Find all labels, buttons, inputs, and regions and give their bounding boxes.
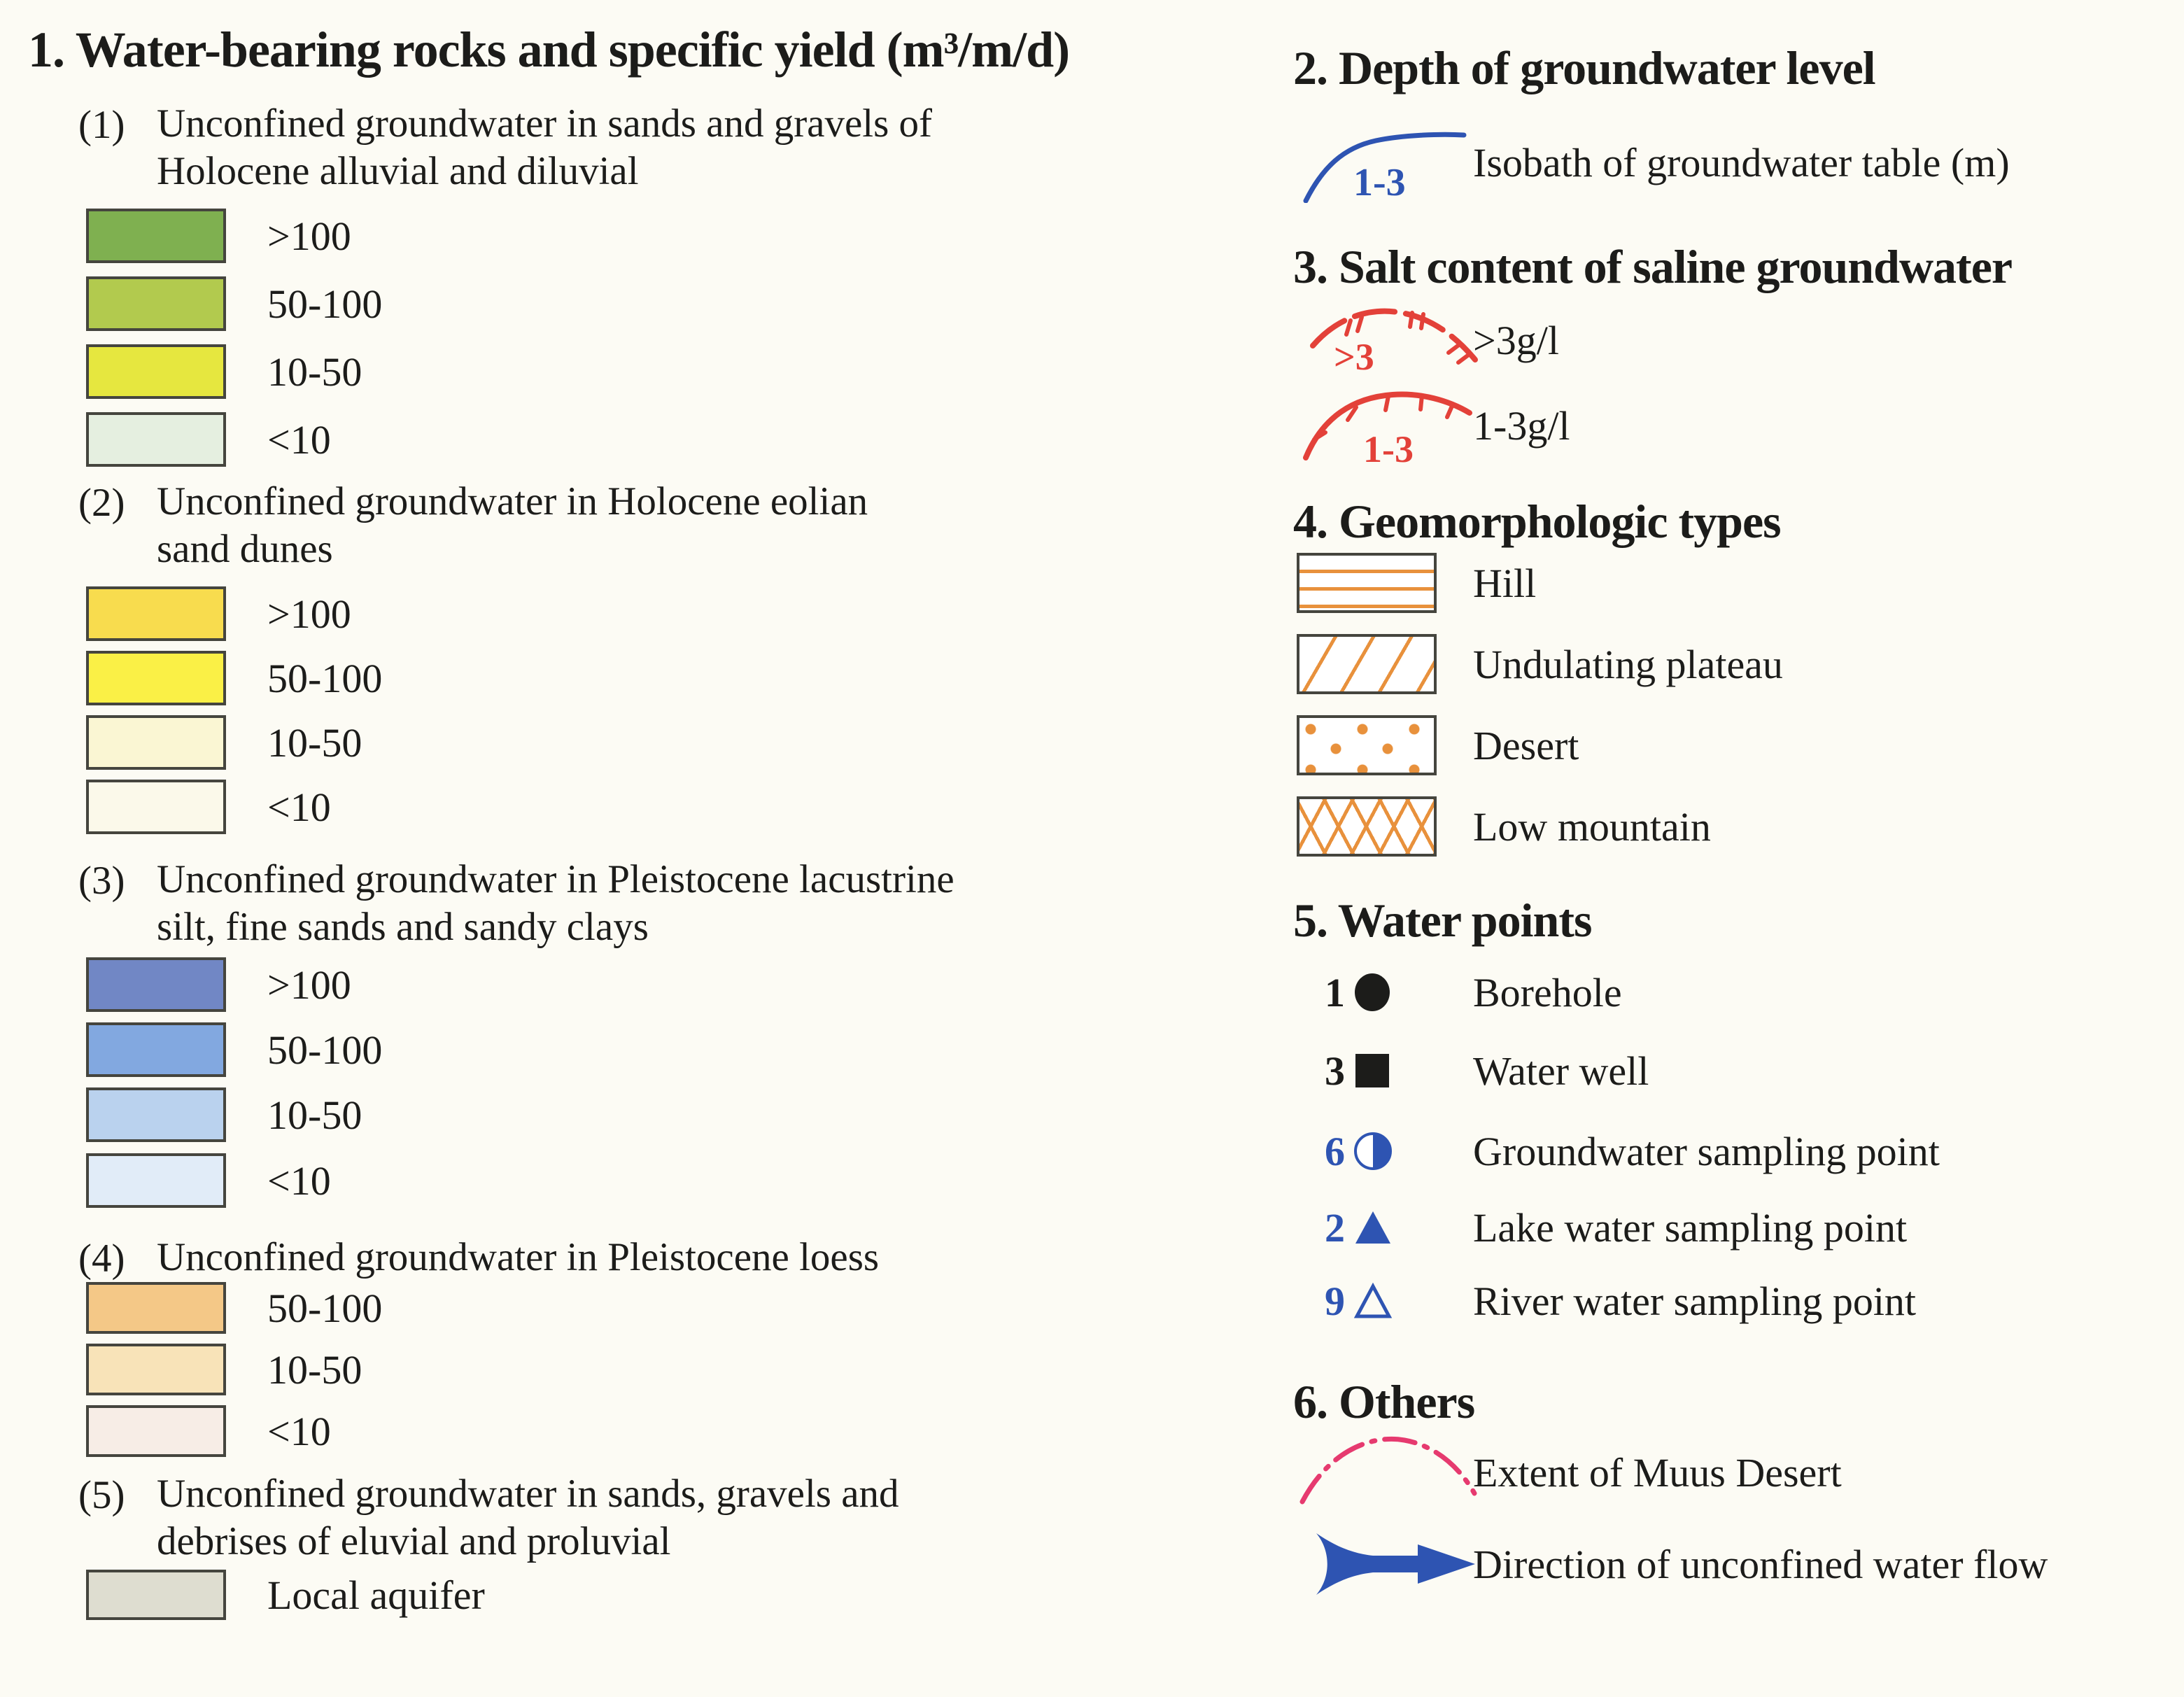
swatch-label: 10-50 xyxy=(267,1092,362,1138)
swatch-label: 10-50 xyxy=(267,719,362,766)
group-4-index: (4) xyxy=(78,1237,125,1281)
swatch-label: Local aquifer xyxy=(267,1572,485,1618)
salinity-value-1-3: 1-3 xyxy=(1363,428,1414,467)
group-2-index: (2) xyxy=(78,481,125,525)
color-swatch xyxy=(86,1087,226,1142)
swatch-label: <10 xyxy=(267,784,331,830)
isobath-label: Isobath of groundwater table (m) xyxy=(1473,140,2010,185)
groundwater-sampling-count: 6 xyxy=(1325,1128,1345,1174)
borehole-label: Borehole xyxy=(1473,969,1622,1015)
salinity-1-3-label: 1-3g/l xyxy=(1473,402,1570,449)
group-3-index: (3) xyxy=(78,859,125,903)
hill-label: Hill xyxy=(1473,560,1537,606)
muus-desert-extent-arc-icon xyxy=(1298,1433,1480,1515)
swatch-label: 10-50 xyxy=(267,348,362,395)
color-swatch xyxy=(86,1153,226,1208)
borehole-count: 1 xyxy=(1325,969,1345,1015)
group-4-title-line-1: Unconfined groundwater in Pleistocene loess xyxy=(157,1235,880,1279)
isobath-line-icon xyxy=(1303,122,1467,206)
group-2-title-line-2: sand dunes xyxy=(157,527,333,571)
river-sampling-label: River water sampling point xyxy=(1473,1278,1917,1324)
color-swatch xyxy=(86,780,226,834)
swatch-label: 50-100 xyxy=(267,1285,383,1331)
group-5-index: (5) xyxy=(78,1473,125,1517)
group-3-title-line-1: Unconfined groundwater in Pleistocene lacustrine xyxy=(157,857,954,901)
water-flow-arrow-icon xyxy=(1314,1531,1479,1601)
swatch-label: >100 xyxy=(267,591,351,637)
section-title-geomorph: 4. Geomorphologic types xyxy=(1293,495,1781,548)
swatch-label: >100 xyxy=(267,213,351,259)
swatch-label: 50-100 xyxy=(267,1027,383,1073)
section-title-water-bearing-rocks: 1. Water-bearing rocks and specific yield (m³/m/d) xyxy=(28,22,1070,78)
color-swatch xyxy=(86,209,226,263)
color-swatch xyxy=(86,1344,226,1395)
water-well-label: Water well xyxy=(1473,1048,1649,1094)
color-swatch xyxy=(86,651,226,705)
river-sampling-triangle-outline-icon xyxy=(1353,1281,1393,1324)
section-title-depth: 2. Depth of groundwater level xyxy=(1293,41,1875,94)
color-swatch xyxy=(86,1570,226,1620)
swatch-label: 50-100 xyxy=(267,281,383,327)
color-swatch xyxy=(86,344,226,399)
group-2-title-line-1: Unconfined groundwater in Holocene eolian xyxy=(157,479,868,523)
muus-desert-extent-label: Extent of Muus Desert xyxy=(1473,1449,1842,1495)
color-swatch xyxy=(86,957,226,1012)
section-title-water-points: 5. Water points xyxy=(1293,894,1592,947)
isobath-value: 1-3 xyxy=(1353,161,1406,203)
salinity-arc-gt3-icon xyxy=(1307,302,1482,381)
color-swatch xyxy=(86,1282,226,1334)
group-5-title-line-2: debrises of eluvial and proluvial xyxy=(157,1519,671,1563)
color-swatch xyxy=(86,276,226,331)
swatch-label: <10 xyxy=(267,416,331,463)
group-5-title-line-1: Unconfined groundwater in sands, gravels and xyxy=(157,1472,899,1516)
lake-sampling-count: 2 xyxy=(1325,1204,1345,1251)
color-swatch xyxy=(86,715,226,770)
group-1-title-line-1: Unconfined groundwater in sands and gravels of xyxy=(157,101,933,146)
swatch-label: <10 xyxy=(267,1157,331,1204)
salinity-gt3-label: >3g/l xyxy=(1473,317,1559,363)
section-title-salt: 3. Salt content of saline groundwater xyxy=(1293,240,2013,293)
lake-sampling-label: Lake water sampling point xyxy=(1473,1204,1908,1251)
group-1-title-line-2: Holocene alluvial and diluvial xyxy=(157,149,639,193)
water-well-count: 3 xyxy=(1325,1048,1345,1094)
undulating-plateau-pattern-swatch xyxy=(1297,634,1437,694)
desert-label: Desert xyxy=(1473,722,1579,768)
borehole-circle-icon xyxy=(1353,973,1393,1015)
undulating-plateau-label: Undulating plateau xyxy=(1473,641,1783,687)
groundwater-sampling-label: Groundwater sampling point xyxy=(1473,1128,1940,1174)
low-mountain-pattern-swatch xyxy=(1297,796,1437,857)
color-swatch xyxy=(86,412,226,467)
swatch-label: >100 xyxy=(267,962,351,1008)
water-flow-direction-label: Direction of unconfined water flow xyxy=(1473,1542,2048,1587)
color-swatch xyxy=(86,1405,226,1457)
swatch-label: 50-100 xyxy=(267,655,383,701)
water-well-square-icon xyxy=(1353,1051,1393,1094)
swatch-label: <10 xyxy=(267,1408,331,1454)
hill-pattern-swatch xyxy=(1297,553,1437,613)
low-mountain-label: Low mountain xyxy=(1473,803,1711,850)
color-swatch xyxy=(86,1022,226,1077)
salinity-arc-1-3-icon xyxy=(1302,383,1477,471)
lake-sampling-triangle-icon xyxy=(1353,1208,1393,1251)
groundwater-sampling-half-circle-icon xyxy=(1353,1132,1393,1174)
desert-pattern-swatch xyxy=(1297,715,1437,775)
river-sampling-count: 9 xyxy=(1325,1278,1345,1324)
color-swatch xyxy=(86,586,226,641)
swatch-label: 10-50 xyxy=(267,1346,362,1393)
group-1-index: (1) xyxy=(78,103,125,147)
salinity-value-gt3: >3 xyxy=(1334,336,1374,378)
group-3-title-line-2: silt, fine sands and sandy clays xyxy=(157,905,649,949)
section-title-others: 6. Others xyxy=(1293,1375,1475,1428)
